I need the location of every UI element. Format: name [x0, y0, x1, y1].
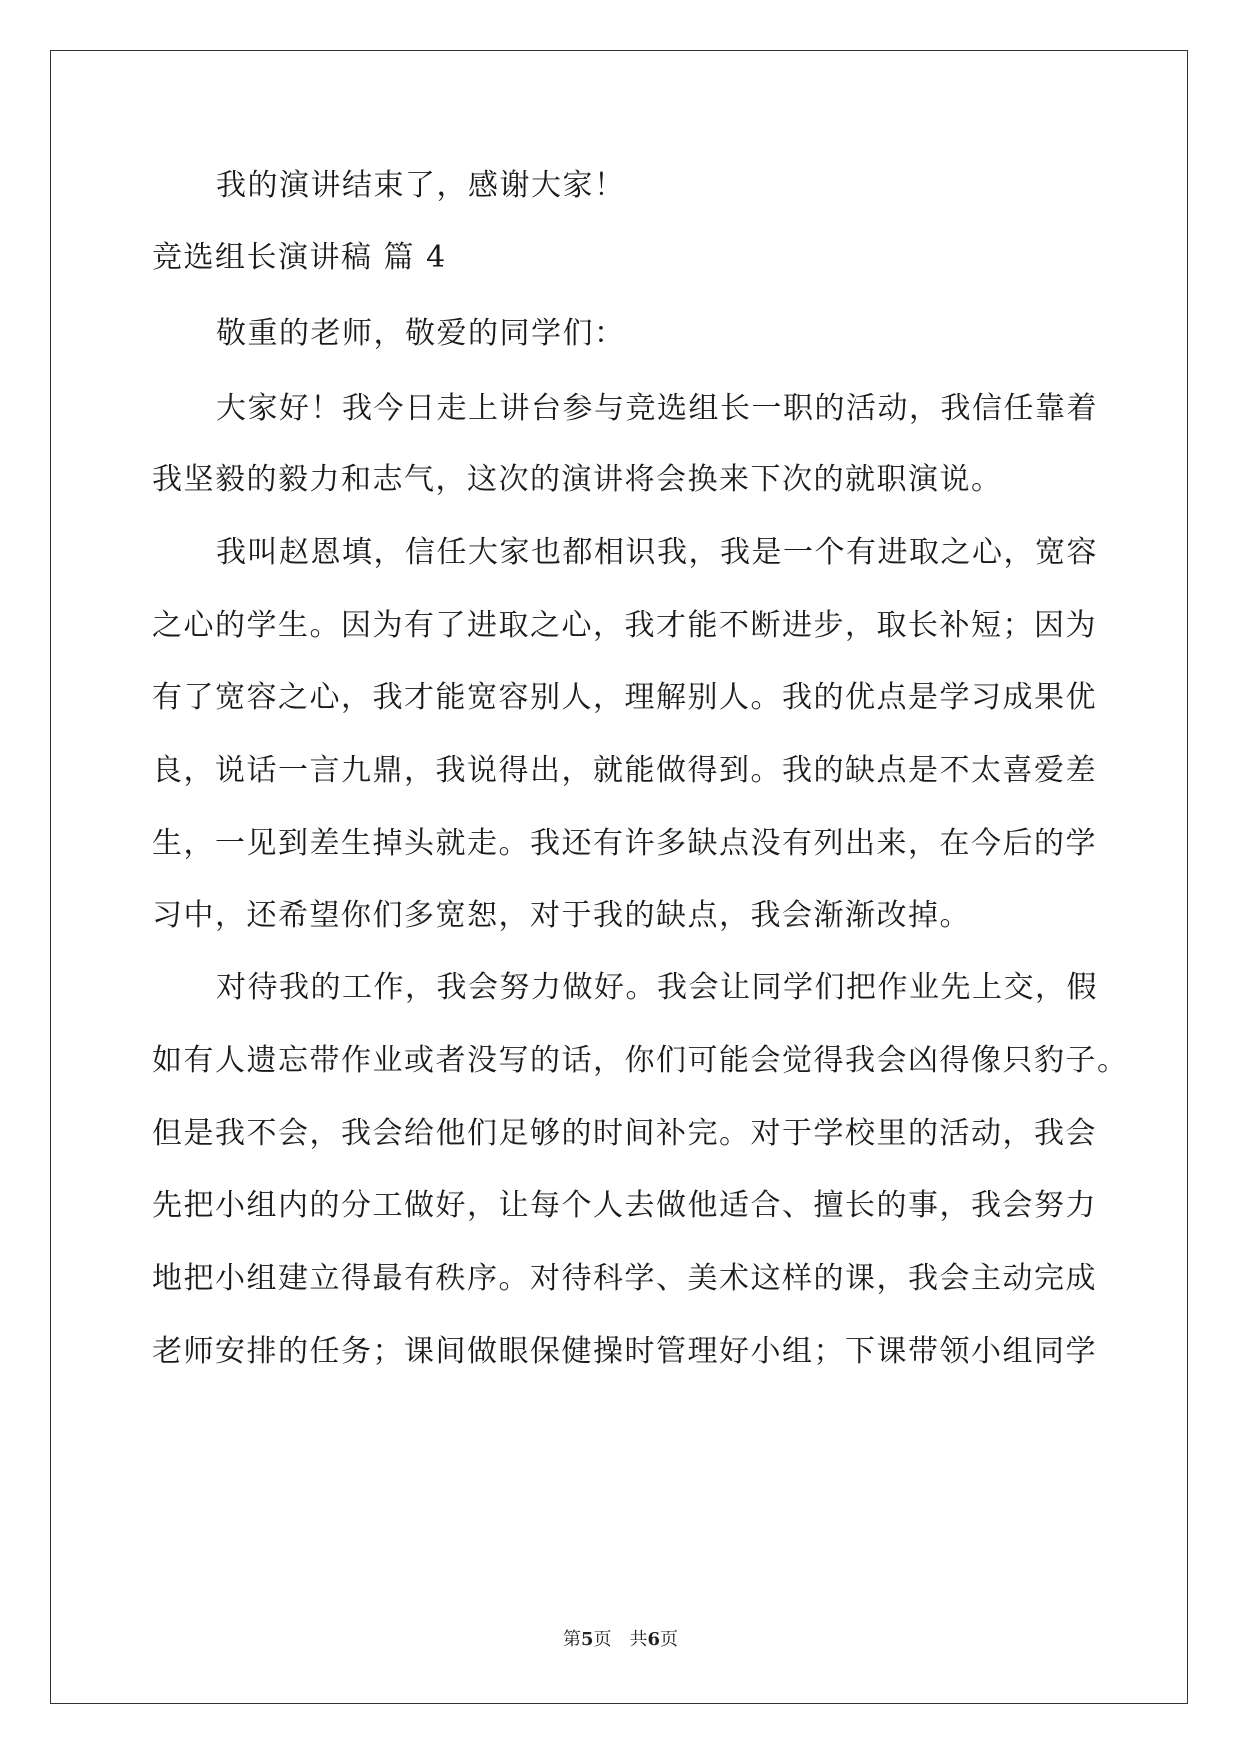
paragraph-line: 地把小组建立得最有秩序。对待科学、美术这样的课，我会主动完成	[152, 1261, 1097, 1296]
current-page-number: 5	[580, 1629, 594, 1650]
paragraph-line: 先把小组内的分工做好，让每个人去做他适合、擅长的事，我会努力	[152, 1188, 1097, 1223]
paragraph-line: 老师安排的任务；课间做眼保健操时管理好小组；下课带领小组同学	[152, 1334, 1097, 1369]
paragraph-line: 良，说话一言九鼎，我说得出，就能做得到。我的缺点是不太喜爱差	[152, 753, 1097, 788]
paragraph-line: 习中，还希望你们多宽恕，对于我的缺点，我会渐渐改掉。	[152, 898, 971, 933]
total-page-number: 6	[647, 1629, 661, 1650]
salutation: 敬重的老师，敬爱的同学们：	[216, 316, 626, 351]
paragraph-line: 大家好！我今日走上讲台参与竞选组长一职的活动，我信任靠着	[216, 391, 1098, 426]
page-footer	[0, 1625, 1241, 1651]
paragraph-line: 我坚毅的毅力和志气，这次的演讲将会换来下次的就职演说。	[152, 462, 1003, 497]
paragraph-line: 对待我的工作，我会努力做好。我会让同学们把作业先上交，假	[216, 970, 1098, 1005]
paragraph-line: 我叫赵恩填，信任大家也都相识我，我是一个有进取之心，宽容	[216, 535, 1098, 570]
paragraph-line: 有了宽容之心，我才能宽容别人，理解别人。我的优点是学习成果优	[152, 680, 1097, 715]
page-suffix: 页	[593, 1629, 612, 1650]
section-heading: 竞选组长演讲稿 篇 4	[152, 240, 447, 275]
paragraph-line: 我的演讲结束了，感谢大家！	[216, 168, 626, 203]
paragraph-line: 如有人遗忘带作业或者没写的话，你们可能会觉得我会凶得像只豹子。	[152, 1043, 1129, 1078]
paragraph-line: 但是我不会，我会给他们足够的时间补完。对于学校里的活动，我会	[152, 1116, 1097, 1151]
paragraph-line: 之心的学生。因为有了进取之心，我才能不断进步，取长补短；因为	[152, 608, 1097, 643]
page-border	[50, 50, 1188, 1704]
total-suffix: 页	[660, 1629, 679, 1650]
total-prefix: 共	[629, 1629, 648, 1650]
paragraph-line: 生，一见到差生掉头就走。我还有许多缺点没有列出来，在今后的学	[152, 826, 1097, 861]
page-prefix: 第	[562, 1629, 581, 1650]
